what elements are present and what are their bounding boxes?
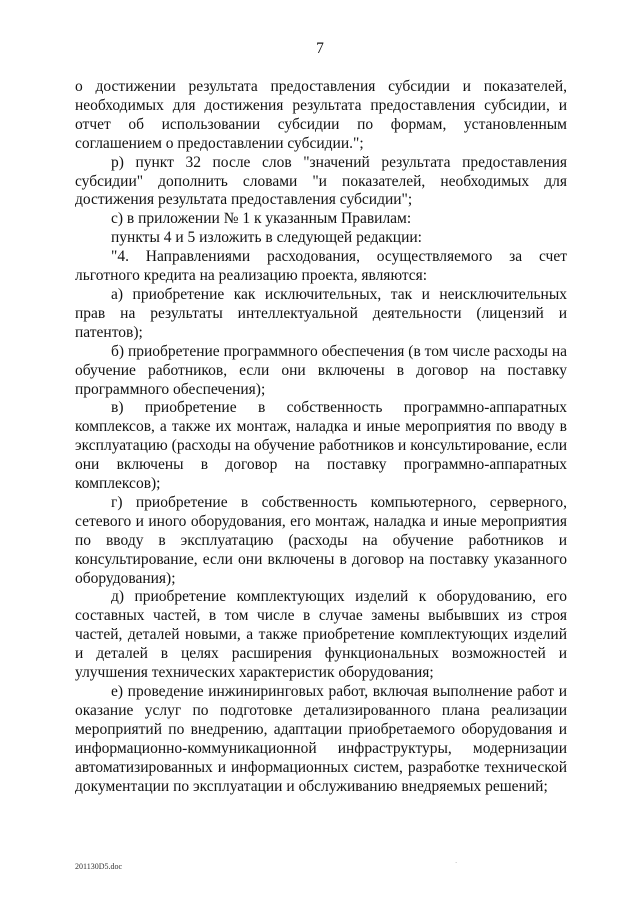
paragraph-item-d: д) приобретение комплектующих изделий к оборудованию, его составных частей, в том числе в случае замены выбывших из строя частей, деталей новыми, а также приобретение комплектующих изделий и деталей в целях расширения функциональных возможностей и улучшения технических характеристик оборудования; <box>75 588 567 682</box>
paragraph-item-r: р) пункт 32 после слов "значений результата предоставления субсидии" дополнить словами "и показателей, необходимых для достижения результата предоставления субсидии"; <box>75 153 567 209</box>
page-number: 7 <box>316 40 324 57</box>
scan-mark: ` <box>455 861 458 869</box>
paragraph-item-g: г) приобретение в собственность компьютерного, серверного, сетевого и иного оборудования, его монтаж, наладка и иные мероприятия по вводу в эксплуатацию (расходы на обучение работников и консультирование, если они включены в договор на поставку указанного оборудования); <box>75 493 567 587</box>
paragraph-clause-4: "4. Направлениями расходования, осуществляемого за счет льготного кредита на реализацию проекта, являются: <box>75 248 567 285</box>
paragraph-item-e: е) проведение инжиниринговых работ, включая выполнение работ и оказание услуг по подготовке детализированного плана реализации мероприятий по внедрению, адаптации приобретаемого оборудования и информационно-коммуникационной инфраструктуры, модернизации автоматизированных и информационных систем, разработке технической документации по эксплуатации и обслуживанию внедряемых решений; <box>75 683 567 795</box>
document-body <box>75 78 567 796</box>
paragraph-points-4-5: пункты 4 и 5 изложить в следующей редакции: <box>111 229 422 247</box>
paragraph-item-s: с) в приложении № 1 к указанным Правилам: <box>111 210 412 228</box>
paragraph-item-v: в) приобретение в собственность программно-аппаратных комплексов, а также их монтаж, наладка и иные мероприятия по вводу в эксплуатацию (расходы на обучение работников и консультирование, если они включены в договор на поставку программно-аппаратных комплексов); <box>75 399 567 493</box>
paragraph-item-b: б) приобретение программного обеспечения (в том числе расходы на обучение работников, если они включены в договор на поставку программного обеспечения); <box>75 342 567 398</box>
footer-filename: 201130D5.doc <box>75 862 123 871</box>
paragraph-item-a: а) приобретение как исключительных, так и неисключительных прав на результаты интеллектуальной деятельности (лицензий и патентов); <box>75 285 567 341</box>
paragraph-continuation: о достижении результата предоставления субсидии и показателей, необходимых для достижения результата предоставления субсидии, и отчет об использовании субсидии по формам, установленным соглашением о предоставлении субсидии."; <box>75 78 567 152</box>
